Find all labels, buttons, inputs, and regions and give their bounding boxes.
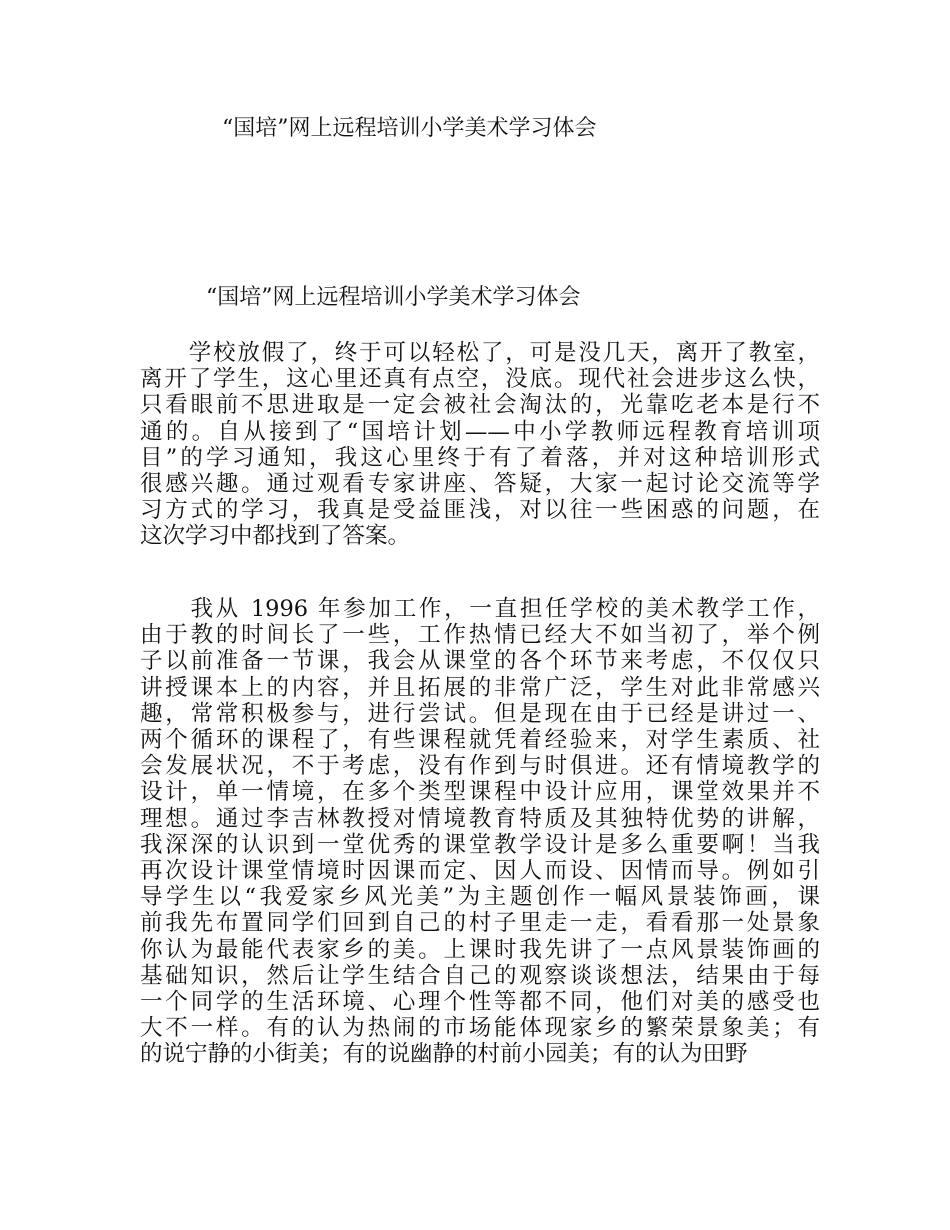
paragraph-line: 目”的学习通知，我这心里终于有了着落，并对这种培训形式 <box>140 444 820 471</box>
paragraph-line: 我深深的认识到一堂优秀的课堂教学设计是多么重要啊！当我 <box>140 831 820 858</box>
paragraph-line: 两个循环的课程了，有些课程就凭着经验来，对学生素质、社 <box>140 727 820 754</box>
paragraph-2 <box>140 596 830 1068</box>
paragraph-line: 一个同学的生活环境、心理个性等都不同，他们对美的感受也 <box>140 989 820 1016</box>
header-title: “国培”网上远程培训小学美术学习体会 <box>222 116 597 141</box>
paragraph-line: 基础知识，然后让学生结合自己的观察谈谈想法，结果由于每 <box>140 962 820 989</box>
paragraph-line: 子以前准备一节课，我会从课堂的各个环节来考虑，不仅仅只 <box>140 648 820 675</box>
paragraph-1 <box>140 340 830 550</box>
paragraph-line: 的说宁静的小街美；有的说幽静的村前小园美；有的认为田野 <box>140 1041 748 1068</box>
paragraph-line: 只看眼前不思进取是一定会被社会淘汰的，光靠吃老本是行不 <box>140 392 820 419</box>
paragraph-line: 学校放假了，终于可以轻松了，可是没几天，离开了教室， <box>140 340 820 366</box>
paragraph-line: 很感兴趣。通过观看专家讲座、答疑，大家一起讨论交流等学 <box>140 471 820 498</box>
paragraph-line: 前我先布置同学们回到自己的村子里走一走，看看那一处景象 <box>140 910 820 937</box>
paragraph-line: 讲授课本上的内容，并且拓展的非常广泛，学生对此非常感兴 <box>140 674 820 701</box>
main-title: “国培”网上远程培训小学美术学习体会 <box>206 285 581 310</box>
paragraph-line: 大不一样。有的认为热闹的市场能体现家乡的繁荣景象美；有 <box>140 1015 820 1042</box>
paragraph-line: 理想。通过李吉林教授对情境教育特质及其独特优势的讲解， <box>140 805 820 832</box>
paragraph-line: 你认为最能代表家乡的美。上课时我先讲了一点风景装饰画的 <box>140 936 820 963</box>
paragraph-line: 导学生以“我爱家乡风光美”为主题创作一幅风景装饰画，课 <box>140 884 820 911</box>
paragraph-line: 趣，常常积极参与，进行尝试。但是现在由于已经是讲过一、 <box>140 700 820 727</box>
paragraph-line: 离开了学生，这心里还真有点空，没底。现代社会进步这么快， <box>140 366 820 393</box>
paragraph-line: 再次设计课堂情境时因课而定、因人而设、因情而导。例如引 <box>140 858 820 885</box>
paragraph-line: 设计，单一情境，在多个类型课程中设计应用，课堂效果并不 <box>140 779 820 806</box>
paragraph-line: 这次学习中都找到了答案。 <box>140 523 411 550</box>
paragraph-line: 由于教的时间长了一些，工作热情已经大不如当初了，举个例 <box>140 622 820 649</box>
paragraph-line: 会发展状况，不于考虑，没有作到与时俱进。还有情境教学的 <box>140 753 820 780</box>
paragraph-line: 通的。自从接到了“国培计划——中小学教师远程教育培训项 <box>140 418 820 445</box>
paragraph-line: 习方式的学习，我真是受益匪浅，对以往一些困惑的问题，在 <box>140 497 820 524</box>
paragraph-line: 我从 1996 年参加工作，一直担任学校的美术教学工作， <box>140 596 820 622</box>
